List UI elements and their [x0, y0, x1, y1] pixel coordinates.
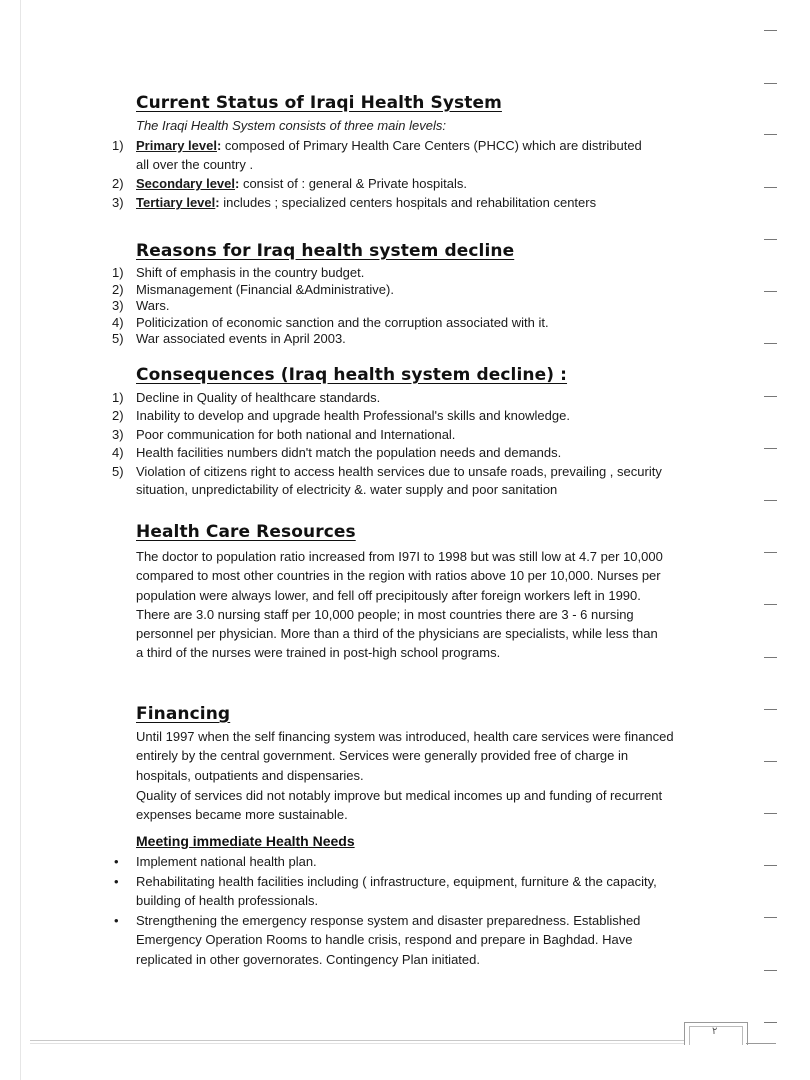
item-number: 3) [112, 298, 124, 314]
item-text: Violation of citizens right to access health services due to unsafe roads, prevailing , security situation, unpredictability of electricity &. water supply and poor sanitation [136, 463, 662, 498]
section-title-status: Current Status of Iraqi Health System [136, 93, 502, 113]
item-text: Health facilities numbers didn't match the population needs and demands. [136, 445, 562, 461]
item-text: Inability to develop and upgrade health Professional's skills and knowledge. [136, 408, 570, 424]
margin-mark [764, 709, 777, 710]
item-number: 1) [112, 265, 124, 280]
item-text: Rehabilitating health facilities including ( infrastructure, equipment, furniture & the capacity, building of health professionals. [136, 873, 657, 909]
list-item: 1) Primary level: composed of Primary Health Care Centers (PHCC) which are distributed all over the country . [112, 138, 642, 172]
item-text: War associated events in April 2003. [136, 331, 346, 347]
item-text: Shift of emphasis in the country budget. [136, 265, 365, 280]
list-item [112, 872, 677, 911]
item-text: Decline in Quality of healthcare standards. [136, 390, 381, 405]
item-number: 4) [112, 445, 124, 461]
resources-paragraph: The doctor to population ratio increased from I97I to 1998 but was still low at 4.7 per 10,000 compared to most other countries in the region with ratios above 10 per 10,000. Nurses per population were always lower, and fell off precipitously after foreign workers left in 1990. There are 3.0 nursing staff per 10,000 people; in most countries there are 3 - 6 nursing personnel per physician. More than a third of the physicians are specialists, while less than a third of the nurses were trained in post-high school programs. [136, 549, 663, 661]
section-title-reasons: Reasons for Iraq health system decline [136, 241, 515, 261]
footer-rule [30, 1040, 685, 1041]
level-term: Primary level [136, 138, 217, 153]
scan-margin-line [20, 0, 21, 1080]
item-text: Mismanagement (Financial &Administrative). [136, 281, 394, 297]
item-number: 2) [112, 281, 124, 297]
margin-mark [764, 239, 777, 240]
margin-mark [764, 134, 777, 135]
list-item [112, 426, 672, 444]
margin-mark [764, 396, 777, 397]
item-number: 3) [112, 426, 124, 442]
margin-mark [764, 604, 777, 605]
item-text: Implement national health plan. [136, 854, 317, 869]
margin-mark [764, 865, 777, 866]
status-intro: The Iraqi Health System consists of three main levels: [136, 118, 446, 133]
item-text: Strengthening the emergency response system and disaster preparedness. Established Emergency Operation Rooms to handle crisis, respond and prepare in Baghdad. Have replicated in other governorates. Contingency Plan initiated. [136, 912, 641, 967]
margin-mark [764, 291, 777, 292]
list-item [112, 282, 672, 299]
section-title-financing: Financing [136, 704, 231, 724]
level-description: includes ; specialized centers hospitals and rehabilitation centers [219, 195, 597, 210]
margin-mark [764, 343, 777, 344]
list-item: 2) Secondary level: consist of : general & Private hospitals. [112, 176, 467, 191]
list-item [112, 911, 677, 970]
margin-mark [764, 500, 777, 501]
item-number: 5) [112, 331, 124, 347]
margin-mark [764, 813, 777, 814]
financing-paragraph-1: Until 1997 when the self financing system was introduced, health care services were financed entirely by the central government. Services were generally provided free of charge in hospitals, outpatients and dispensaries. [136, 729, 674, 783]
item-text: Politicization of economic sanction and the corruption associated with it. [136, 314, 549, 330]
financing-paragraph-2: Quality of services did not notably improve but medical incomes up and funding of recurrent expenses became more sustainable. [136, 788, 663, 823]
list-item [112, 407, 672, 425]
page-number: ٢ [712, 1026, 718, 1037]
item-text: Poor communication for both national and International. [136, 426, 456, 442]
list-item [112, 298, 672, 315]
level-description: consist of : general & Private hospitals. [239, 176, 467, 191]
list-item [112, 265, 672, 282]
margin-mark [764, 448, 777, 449]
margin-mark [764, 657, 777, 658]
list-item: 3) Tertiary level: includes ; specialized centers hospitals and rehabilitation centers [112, 195, 597, 210]
margin-mark [764, 552, 777, 553]
list-item [112, 331, 672, 348]
item-number: 3) [112, 195, 124, 210]
section-title-needs: Meeting immediate Health Needs [136, 833, 355, 849]
section-title-consequences: Consequences (Iraq health system decline) : [136, 365, 568, 385]
consequences-list [112, 389, 672, 499]
margin-mark [764, 917, 777, 918]
item-number: 1) [112, 390, 124, 405]
level-description: composed of Primary Health Care Centers (PHCC) which are distributed all over the country . [136, 138, 642, 172]
needs-list [112, 852, 677, 970]
footer-rule [30, 1043, 685, 1044]
margin-mark [764, 83, 777, 84]
margin-mark [764, 1022, 777, 1023]
margin-mark [764, 30, 777, 31]
item-number: 5) [112, 463, 124, 479]
status-list [112, 136, 652, 212]
margin-mark [764, 970, 777, 971]
item-number: 2) [112, 176, 124, 191]
item-number: 2) [112, 408, 124, 424]
list-item [112, 463, 672, 500]
reasons-list [112, 265, 672, 348]
level-term: Tertiary level [136, 195, 216, 210]
list-item [112, 444, 672, 462]
margin-mark [764, 187, 777, 188]
item-number: 1) [112, 138, 124, 153]
list-item [112, 852, 677, 872]
item-number: 4) [112, 314, 124, 330]
bullet-icon: • [114, 854, 119, 869]
bullet-icon: • [114, 912, 119, 928]
section-title-resources: Health Care Resources [136, 522, 356, 542]
bullet-icon: • [114, 873, 119, 889]
list-item [112, 389, 672, 407]
level-term: Secondary level [136, 176, 235, 191]
footer-rule [746, 1043, 776, 1044]
list-item [112, 315, 672, 332]
item-text: Wars. [136, 298, 170, 314]
margin-mark [764, 761, 777, 762]
